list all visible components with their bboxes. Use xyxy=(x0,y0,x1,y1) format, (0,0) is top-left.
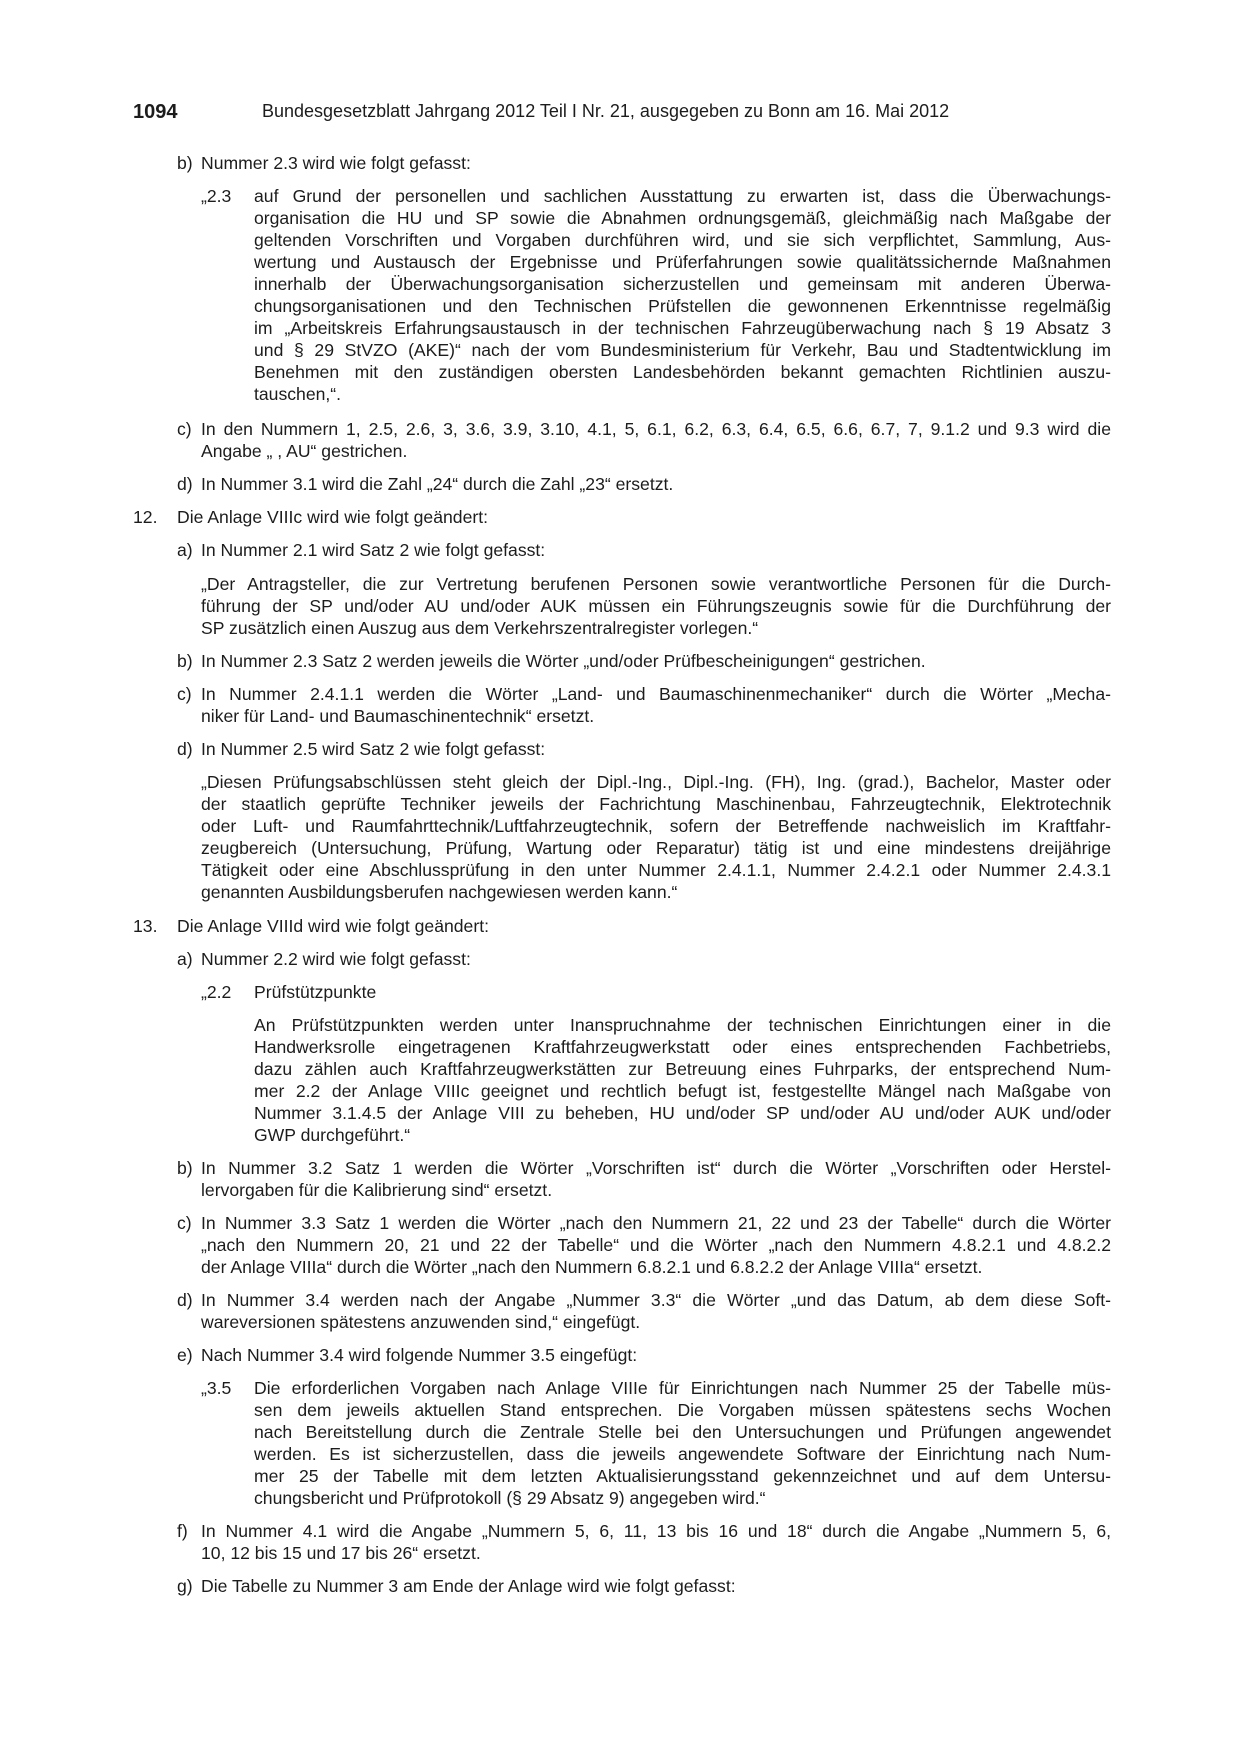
item-label: d) xyxy=(177,1290,193,1310)
text-line: Benehmen mit den zuständigen obersten Landesbehörden bekannt gemachten Richtlinien auszu- xyxy=(254,362,1111,382)
quote-label: „2.2 xyxy=(201,982,232,1002)
section-number: 13. xyxy=(133,916,158,936)
text-line: GWP durchgeführt.“ xyxy=(254,1125,411,1145)
page-number: 1094 xyxy=(133,101,178,123)
text-line: mer 25 der Tabelle mit dem letzten Aktualisierungsstand gekennzeichnet und auf dem Untersu- xyxy=(254,1466,1111,1486)
item-text: Die Tabelle zu Nummer 3 am Ende der Anlage wird wie folgt gefasst: xyxy=(201,1576,736,1596)
text-line: Tätigkeit oder eine Abschlussprüfung in den unter Nummer 2.4.1.1, Nummer 2.4.2.1 oder Nummer 2.4.3.1 xyxy=(201,860,1111,880)
text-line: chungsorganisationen und den Technischen Prüfstellen die gewonnenen Erkenntnisse regelmäßig xyxy=(254,296,1111,316)
text-line: führung der SP und/oder AU und/oder AUK müssen ein Führungszeugnis sowie für die Durchführung der xyxy=(201,596,1111,616)
text-line: In Nummer 3.4 werden nach der Angabe „Nummer 3.3“ die Wörter „und das Datum, ab dem diese Soft- xyxy=(201,1290,1111,1310)
text-line: In den Nummern 1, 2.5, 2.6, 3, 3.6, 3.9, 3.10, 4.1, 5, 6.1, 6.2, 6.3, 6.4, 6.5, 6.6, 6.7, 7, 9.1.2 und 9.3 wird die xyxy=(201,419,1111,439)
item-text: In Nummer 3.1 wird die Zahl „24“ durch die Zahl „23“ ersetzt. xyxy=(201,474,674,494)
text-line: „nach den Nummern 20, 21 und 22 der Tabelle“ und die Wörter „nach den Nummern 4.8.2.1 und 4.8.2.2 xyxy=(201,1235,1111,1255)
section-number: 12. xyxy=(133,507,158,527)
text-line: Die erforderlichen Vorgaben nach Anlage VIIIe für Einrichtungen nach Nummer 25 der Tabelle müs- xyxy=(254,1378,1111,1398)
item-label: g) xyxy=(177,1576,193,1596)
text-line: lervorgaben für die Kalibrierung sind“ ersetzt. xyxy=(201,1180,553,1200)
text-line: In Nummer 4.1 wird die Angabe „Nummern 5, 6, 11, 13 bis 16 und 18“ durch die Angabe „Nummern 5, 6, xyxy=(201,1521,1111,1541)
item-label: c) xyxy=(177,419,192,439)
item-text: Nummer 2.2 wird wie folgt gefasst: xyxy=(201,949,471,969)
item-label: d) xyxy=(177,739,193,759)
text-line: im „Arbeitskreis Erfahrungsaustausch in der technischen Fahrzeugüberwachung nach § 19 Absatz 3 xyxy=(254,318,1111,338)
text-line: oder Luft- und Raumfahrttechnik/Luftfahrzeugtechnik, sofern der Betreffende nachweislich im Kraftfahr- xyxy=(201,816,1111,836)
item-label: b) xyxy=(177,651,193,671)
text-line: „Der Antragsteller, die zur Vertretung berufenen Personen sowie verantwortliche Personen für die Durch- xyxy=(201,574,1111,594)
item-label: b) xyxy=(177,1158,193,1178)
text-line: tauschen,“. xyxy=(254,384,342,404)
item-text: In Nummer 2.1 wird Satz 2 wie folgt gefasst: xyxy=(201,540,546,560)
item-label: c) xyxy=(177,1213,192,1233)
text-line: genannten Ausbildungsberufen nachgewiesen werden kann.“ xyxy=(201,882,678,902)
text-line: und § 29 StVZO (AKE)“ nach der vom Bundesministerium für Verkehr, Bau und Stadtentwicklung im xyxy=(254,340,1111,360)
text-line: dazu zählen auch Kraftfahrzeugwerkstätten zur Betreuung eines Fuhrparks, der entsprechend Num- xyxy=(254,1059,1111,1079)
text-line: In Nummer 3.3 Satz 1 werden die Wörter „nach den Nummern 21, 22 und 23 der Tabelle“ durch die Wörter xyxy=(201,1213,1111,1233)
item-label: a) xyxy=(177,540,193,560)
text-line: Handwerksrolle eingetragenen Kraftfahrzeugwerkstatt oder eines entsprechenden Fachbetriebs, xyxy=(254,1037,1111,1057)
text-line: niker für Land- und Baumaschinentechnik“ ersetzt. xyxy=(201,706,595,726)
text-line: An Prüfstützpunkten werden unter Inanspruchnahme der technischen Einrichtungen einer in die xyxy=(254,1015,1111,1035)
text-line: SP zusätzlich einen Auszug aus dem Verkehrszentralregister vorlegen.“ xyxy=(201,618,759,638)
item-label: d) xyxy=(177,474,193,494)
quote-label: „2.3 xyxy=(201,186,232,206)
item-text: In Nummer 2.5 wird Satz 2 wie folgt gefasst: xyxy=(201,739,546,759)
text-line: zeugbereich (Untersuchung, Prüfung, Wartung oder Reparatur) tätig ist und eine mindestens dreijährige xyxy=(201,838,1111,858)
text-line: organisation die HU und SP sowie die Abnahmen ordnungsgemäß, gleichmäßig nach Maßgabe der xyxy=(254,208,1111,228)
text-line: „Diesen Prüfungsabschlüssen steht gleich der Dipl.-Ing., Dipl.-Ing. (FH), Ing. (grad.), Bachelor, Master oder xyxy=(201,772,1111,792)
text-line: mer 2.2 der Anlage VIIIc geeignet und rechtlich befugt ist, festgestellte Mängel nach Maßgabe von xyxy=(254,1081,1111,1101)
text-line: In Nummer 2.4.1.1 werden die Wörter „Land- und Baumaschinenmechaniker“ durch die Wörter „Mecha- xyxy=(201,684,1111,704)
quote-heading: Prüfstützpunkte xyxy=(254,982,377,1002)
text-line: der Anlage VIIIa“ durch die Wörter „nach den Nummern 6.8.2.1 und 6.8.2.2 der Anlage VIIIa“ ersetzt. xyxy=(201,1257,983,1277)
text-line: Nummer 3.1.4.5 der Anlage VIII zu beheben, HU und/oder SP und/oder AU und/oder AUK und/oder xyxy=(254,1103,1111,1123)
text-line: 10, 12 bis 15 und 17 bis 26“ ersetzt. xyxy=(201,1543,481,1563)
item-label: f) xyxy=(177,1521,188,1541)
text-line: der staatlich geprüfte Techniker jeweils der Fachrichtung Maschinenbau, Fahrzeugtechnik, Elektrotechnik xyxy=(201,794,1111,814)
quote-label: „3.5 xyxy=(201,1378,232,1398)
item-text: Nach Nummer 3.4 wird folgende Nummer 3.5 eingefügt: xyxy=(201,1345,638,1365)
item-label: e) xyxy=(177,1345,193,1365)
text-line: sen dem jeweils aktuellen Stand entsprechen. Die Vorgaben müssen spätestens sechs Wochen xyxy=(254,1400,1111,1420)
text-line: innerhalb der Überwachungsorganisation sicherzustellen und gemeinsam mit anderen Überwa- xyxy=(254,274,1111,294)
item-label: c) xyxy=(177,684,192,704)
text-line: Angabe „ , AU“ gestrichen. xyxy=(201,441,408,461)
text-line: auf Grund der personellen und sachlichen Ausstattung zu erwarten ist, dass die Überwachungs- xyxy=(254,186,1111,206)
section-text: Die Anlage VIIIc wird wie folgt geändert: xyxy=(177,507,488,527)
item-label: b) xyxy=(177,153,193,173)
item-label: a) xyxy=(177,949,193,969)
item-text: Nummer 2.3 wird wie folgt gefasst: xyxy=(201,153,471,173)
section-text: Die Anlage VIIId wird wie folgt geändert: xyxy=(177,916,489,936)
text-line: werden. Es ist sicherzustellen, dass die jeweils angewendete Software der Einrichtung nach Num- xyxy=(254,1444,1111,1464)
text-line: wareversionen spätestens anzuwenden sind,“ eingefügt. xyxy=(201,1312,641,1332)
text-line: geltenden Vorschriften und Vorgaben durchführen wird, und sie sich verpflichtet, Sammlung, Aus- xyxy=(254,230,1111,250)
text-line: chungsbericht und Prüfprotokoll (§ 29 Absatz 9) angegeben wird.“ xyxy=(254,1488,766,1508)
text-line: nach Bereitstellung durch die Zentrale Stelle bei den Untersuchungen und Prüfungen angewendet xyxy=(254,1422,1111,1442)
header-title: Bundesgesetzblatt Jahrgang 2012 Teil I Nr. 21, ausgegeben zu Bonn am 16. Mai 2012 xyxy=(262,101,950,121)
text-line: In Nummer 3.2 Satz 1 werden die Wörter „Vorschriften ist“ durch die Wörter „Vorschriften oder Herstel- xyxy=(201,1158,1111,1178)
page-header xyxy=(133,101,1111,127)
text-line: wertung und Austausch der Ergebnisse und Prüferfahrungen sowie qualitätssichernde Maßnahmen xyxy=(254,252,1111,272)
item-text: In Nummer 2.3 Satz 2 werden jeweils die Wörter „und/oder Prüfbescheinigungen“ gestrichen. xyxy=(201,651,926,671)
